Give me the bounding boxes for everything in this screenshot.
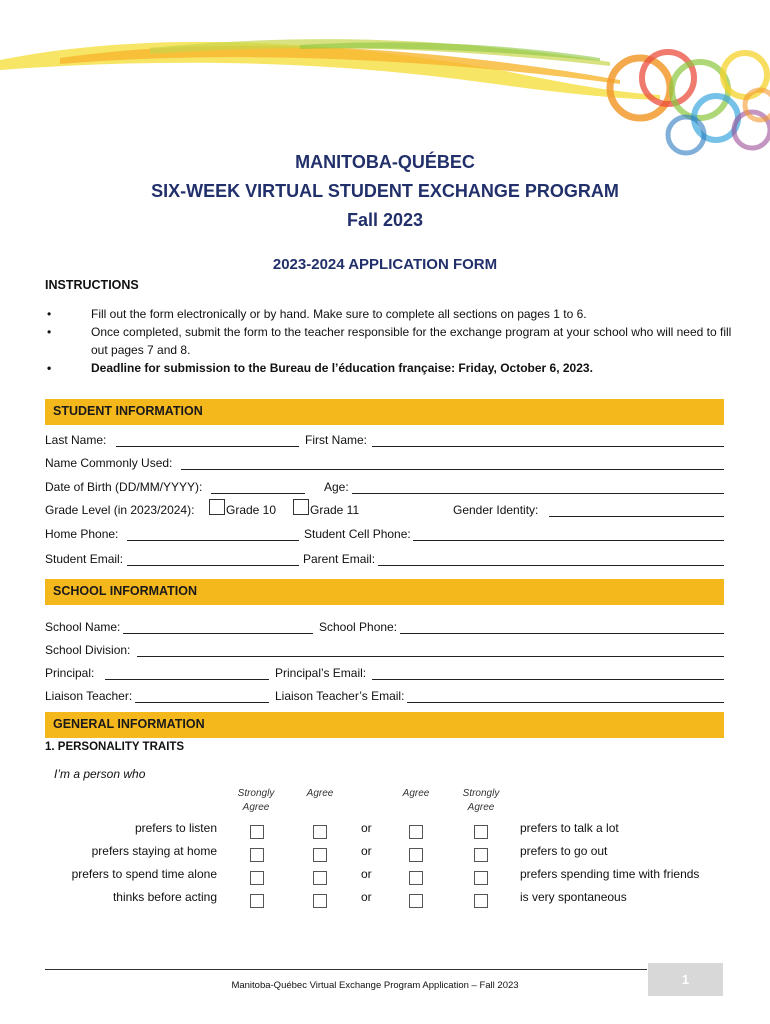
liaison-teacher-field[interactable] bbox=[135, 702, 269, 703]
trait-checkbox[interactable] bbox=[474, 871, 488, 885]
trait-checkbox[interactable] bbox=[474, 894, 488, 908]
trait-checkbox[interactable] bbox=[474, 848, 488, 862]
trait-right-label: prefers spending time with friends bbox=[520, 867, 700, 881]
trait-checkbox[interactable] bbox=[250, 871, 264, 885]
trait-checkbox[interactable] bbox=[474, 825, 488, 839]
name-row bbox=[45, 433, 724, 451]
trait-checkbox[interactable] bbox=[409, 848, 423, 862]
dob-row bbox=[45, 480, 724, 498]
school-division-label: School Division: bbox=[45, 643, 131, 657]
trait-checkbox[interactable] bbox=[313, 825, 327, 839]
title-line-3: Fall 2023 bbox=[346, 210, 424, 230]
grade-level-label: Grade Level (in 2023/2024): bbox=[45, 503, 195, 517]
first-name-field[interactable] bbox=[372, 446, 724, 447]
school-phone-field[interactable] bbox=[400, 633, 724, 634]
email-row bbox=[45, 552, 724, 570]
school-division-field[interactable] bbox=[137, 656, 724, 657]
trait-checkbox[interactable] bbox=[409, 894, 423, 908]
age-label: Age: bbox=[324, 480, 349, 494]
trait-left-label: thinks before acting bbox=[112, 890, 217, 904]
trait-checkbox[interactable] bbox=[313, 871, 327, 885]
instructions-heading: INSTRUCTIONS bbox=[45, 278, 139, 292]
common-name-row bbox=[45, 456, 724, 474]
school-name-row bbox=[45, 620, 724, 638]
document-title bbox=[0, 148, 770, 235]
instruction-item: • Once completed, submit the form to the teacher responsible for the exchange program at your school who will need to fill out pages 7 and 8. bbox=[45, 323, 735, 359]
title-line-1: MANITOBA-QUÉBEC bbox=[295, 152, 475, 172]
grade-10-label: Grade 10 bbox=[226, 503, 277, 517]
cell-phone-field[interactable] bbox=[413, 540, 724, 541]
trait-left-label: prefers to listen bbox=[134, 821, 217, 835]
grade-11-label: Grade 11 bbox=[310, 503, 360, 517]
trait-row bbox=[0, 890, 770, 908]
trait-right-label: is very spontaneous bbox=[520, 890, 627, 904]
parent-email-field[interactable] bbox=[378, 565, 724, 566]
page-number: 1 bbox=[681, 972, 690, 987]
general-information-band bbox=[45, 712, 724, 738]
liaison-email-label: Liaison Teacher’s Email: bbox=[275, 689, 405, 703]
or-label: or bbox=[361, 867, 372, 881]
trait-checkbox[interactable] bbox=[313, 848, 327, 862]
or-label: or bbox=[361, 821, 372, 835]
page-number-box bbox=[648, 963, 723, 996]
instruction-item: • Deadline for submission to the Bureau de l’éducation française: Friday, October 6, 2023. bbox=[45, 359, 735, 377]
principal-field[interactable] bbox=[105, 679, 269, 680]
dob-label: Date of Birth (DD/MM/YYYY): bbox=[45, 480, 203, 494]
trait-left-label: prefers staying at home bbox=[91, 844, 217, 858]
footer-divider bbox=[45, 969, 647, 970]
trait-right-label: prefers to go out bbox=[520, 844, 608, 858]
scale-agree-right: Agree bbox=[402, 788, 430, 799]
last-name-label: Last Name: bbox=[45, 433, 107, 447]
scale-strongly-agree-right: Strongly Agree bbox=[462, 788, 500, 813]
cell-phone-label: Student Cell Phone: bbox=[304, 527, 411, 541]
gender-identity-label: Gender Identity: bbox=[453, 503, 539, 517]
instruction-item: • Fill out the form electronically or by hand. Make sure to complete all sections on pages 1 to 6. bbox=[45, 305, 735, 323]
school-division-row bbox=[45, 643, 724, 661]
liaison-teacher-label: Liaison Teacher: bbox=[45, 689, 133, 703]
principal-email-field[interactable] bbox=[372, 679, 724, 680]
trait-checkbox[interactable] bbox=[409, 825, 423, 839]
grade-11-checkbox[interactable] bbox=[293, 499, 309, 515]
trait-left-label: prefers to spend time alone bbox=[71, 867, 217, 881]
liaison-email-field[interactable] bbox=[407, 702, 724, 703]
school-information-heading: SCHOOL INFORMATION bbox=[53, 584, 197, 598]
trait-right-label: prefers to talk a lot bbox=[520, 821, 619, 835]
scale-strongly-agree-left: Strongly Agree bbox=[237, 788, 275, 813]
phone-row bbox=[45, 527, 724, 545]
school-information-band bbox=[45, 579, 724, 605]
first-name-label: First Name: bbox=[305, 433, 368, 447]
traits-intro: I’m a person who bbox=[54, 767, 146, 781]
student-information-band bbox=[45, 399, 724, 425]
gender-identity-field[interactable] bbox=[549, 516, 724, 517]
trait-checkbox[interactable] bbox=[250, 825, 264, 839]
trait-row bbox=[0, 821, 770, 839]
principal-label: Principal: bbox=[45, 666, 95, 680]
age-field[interactable] bbox=[352, 493, 724, 494]
general-information-heading: GENERAL INFORMATION bbox=[53, 717, 205, 731]
or-label: or bbox=[361, 890, 372, 904]
last-name-field[interactable] bbox=[116, 446, 299, 447]
home-phone-field[interactable] bbox=[127, 540, 299, 541]
student-information-heading: STUDENT INFORMATION bbox=[53, 404, 203, 418]
common-name-field[interactable] bbox=[181, 469, 724, 470]
instructions-list bbox=[45, 305, 735, 377]
trait-row bbox=[0, 867, 770, 885]
or-label: or bbox=[361, 844, 372, 858]
trait-checkbox[interactable] bbox=[250, 848, 264, 862]
liaison-row bbox=[45, 689, 724, 707]
common-name-label: Name Commonly Used: bbox=[45, 456, 173, 470]
trait-row bbox=[0, 844, 770, 862]
student-email-label: Student Email: bbox=[45, 552, 124, 566]
trait-checkbox[interactable] bbox=[409, 871, 423, 885]
grade-row bbox=[45, 503, 724, 521]
principal-row bbox=[45, 666, 724, 684]
home-phone-label: Home Phone: bbox=[45, 527, 119, 541]
principal-email-label: Principal’s Email: bbox=[275, 666, 367, 680]
parent-email-label: Parent Email: bbox=[303, 552, 376, 566]
dob-field[interactable] bbox=[211, 493, 305, 494]
title-line-2: SIX-WEEK VIRTUAL STUDENT EXCHANGE PROGRAM bbox=[151, 181, 619, 201]
school-name-label: School Name: bbox=[45, 620, 121, 634]
form-title: 2023-2024 APPLICATION FORM bbox=[272, 256, 498, 273]
school-phone-label: School Phone: bbox=[319, 620, 398, 634]
grade-10-checkbox[interactable] bbox=[209, 499, 225, 515]
personality-traits-heading: 1. PERSONALITY TRAITS bbox=[45, 741, 185, 753]
school-name-field[interactable] bbox=[123, 633, 313, 634]
trait-checkbox[interactable] bbox=[250, 894, 264, 908]
scale-agree-left: Agree bbox=[306, 788, 334, 799]
footer-text: Manitoba-Québec Virtual Exchange Program Application – Fall 2023 bbox=[231, 980, 519, 991]
student-email-field[interactable] bbox=[127, 565, 299, 566]
trait-checkbox[interactable] bbox=[313, 894, 327, 908]
